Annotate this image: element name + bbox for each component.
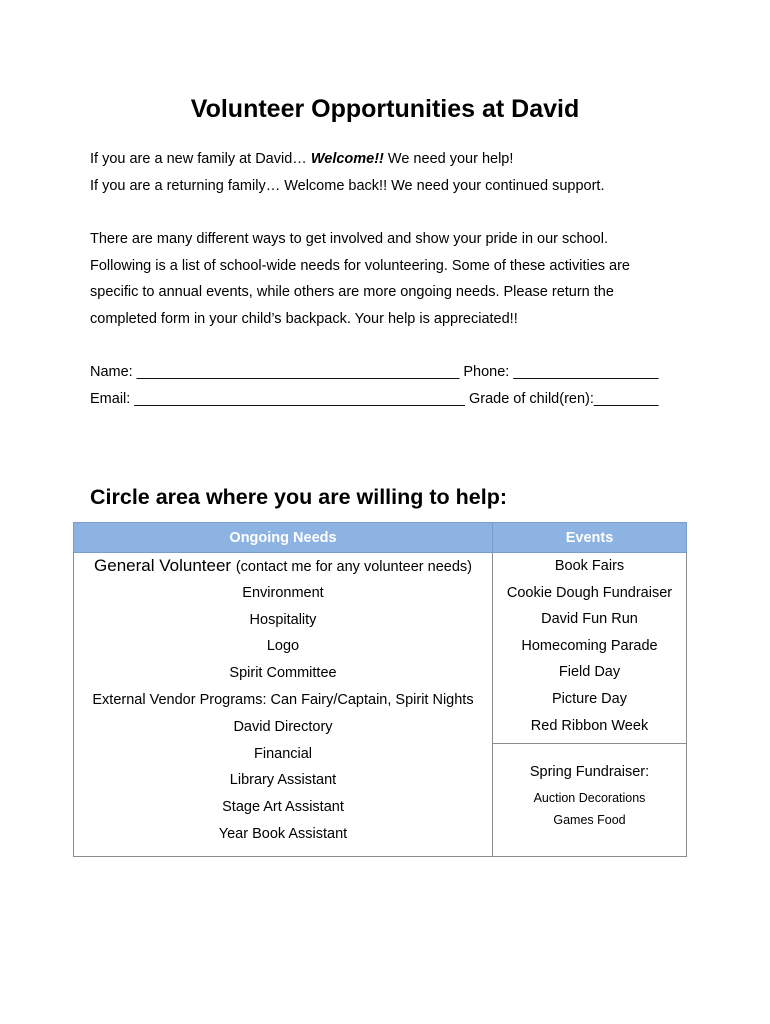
events-list [493, 553, 686, 739]
welcome-text: Welcome!! [310, 151, 384, 167]
contact-form [90, 359, 700, 412]
event-item-red-ribbon-week[interactable]: Red Ribbon Week [530, 717, 649, 734]
event-item-homecoming-parade[interactable]: Homecoming Parade [521, 637, 658, 654]
ongoing-item-environment[interactable]: Environment [242, 584, 324, 601]
new-family-line [90, 146, 700, 173]
intro-paragraph [90, 226, 700, 332]
event-item-cookie-dough-fundraiser[interactable]: Cookie Dough Fundraiser [506, 584, 673, 601]
section-heading: Circle area where you are willing to help: [90, 485, 507, 509]
ongoing-item-logo[interactable]: Logo [266, 638, 300, 655]
spring-fundraiser-items-line-2: Games Food [553, 813, 626, 828]
ongoing-needs-list [74, 553, 492, 848]
welcome-block [90, 146, 700, 199]
ongoing-item-year-book-assistant[interactable]: Year Book Assistant [218, 825, 348, 842]
new-family-prefix: If you are a new family at David… [90, 151, 311, 167]
ongoing-item-external-vendor-programs[interactable]: External Vendor Programs: Can Fairy/Captain, Spirit Nights [92, 691, 474, 708]
ongoing-needs-header: Ongoing Needs [74, 523, 493, 553]
events-cell [493, 553, 687, 857]
intro-paragraph-line: Following is a list of school-wide needs for volunteering. Some of these activities are [90, 257, 630, 274]
name-phone-line: Name: ________________________________________ Phone: __________________ [90, 364, 659, 380]
returning-family-line: If you are a returning family… Welcome back!! We need your continued support. [90, 177, 605, 194]
intro-paragraph-line: There are many different ways to get involved and show your pride in our school. [90, 231, 608, 247]
event-item-picture-day[interactable]: Picture Day [552, 690, 627, 707]
volunteer-table [73, 522, 687, 857]
new-family-suffix: We need your help! [383, 151, 514, 167]
events-header: Events [493, 523, 687, 553]
ongoing-item-financial[interactable]: Financial [253, 745, 313, 762]
ongoing-item-david-directory[interactable]: David Directory [233, 718, 333, 735]
ongoing-item-spirit-committee[interactable]: Spirit Committee [229, 665, 337, 682]
ongoing-item-stage-art-assistant[interactable]: Stage Art Assistant [222, 799, 344, 816]
page-title: Volunteer Opportunities at David [190, 95, 580, 123]
event-item-field-day[interactable]: Field Day [558, 664, 621, 681]
intro-paragraph-line: specific to annual events, while others are more ongoing needs. Please return the [90, 284, 614, 300]
ongoing-item-hospitality[interactable]: Hospitality [249, 611, 317, 628]
spring-fundraiser-block[interactable] [493, 743, 686, 845]
general-volunteer-label: General Volunteer [94, 556, 232, 575]
ongoing-needs-cell [74, 553, 493, 857]
ongoing-item-library-assistant[interactable]: Library Assistant [229, 772, 337, 789]
spring-fundraiser-title: Spring Fundraiser: [529, 764, 650, 781]
event-item-david-fun-run[interactable]: David Fun Run [541, 611, 638, 628]
spring-fundraiser-items-line-1: Auction Decorations [533, 791, 646, 806]
general-volunteer-note: (contact me for any volunteer needs) [235, 559, 472, 575]
table-header-row [74, 523, 687, 553]
table-body-row [74, 553, 687, 857]
event-item-book-fairs[interactable]: Book Fairs [554, 558, 625, 574]
intro-paragraph-line: completed form in your child’s backpack. Your help is appreciated!! [90, 310, 518, 327]
general-volunteer-item[interactable] [74, 553, 492, 580]
email-grade-line: Email: _________________________________________ Grade of child(ren):________ [90, 390, 659, 407]
